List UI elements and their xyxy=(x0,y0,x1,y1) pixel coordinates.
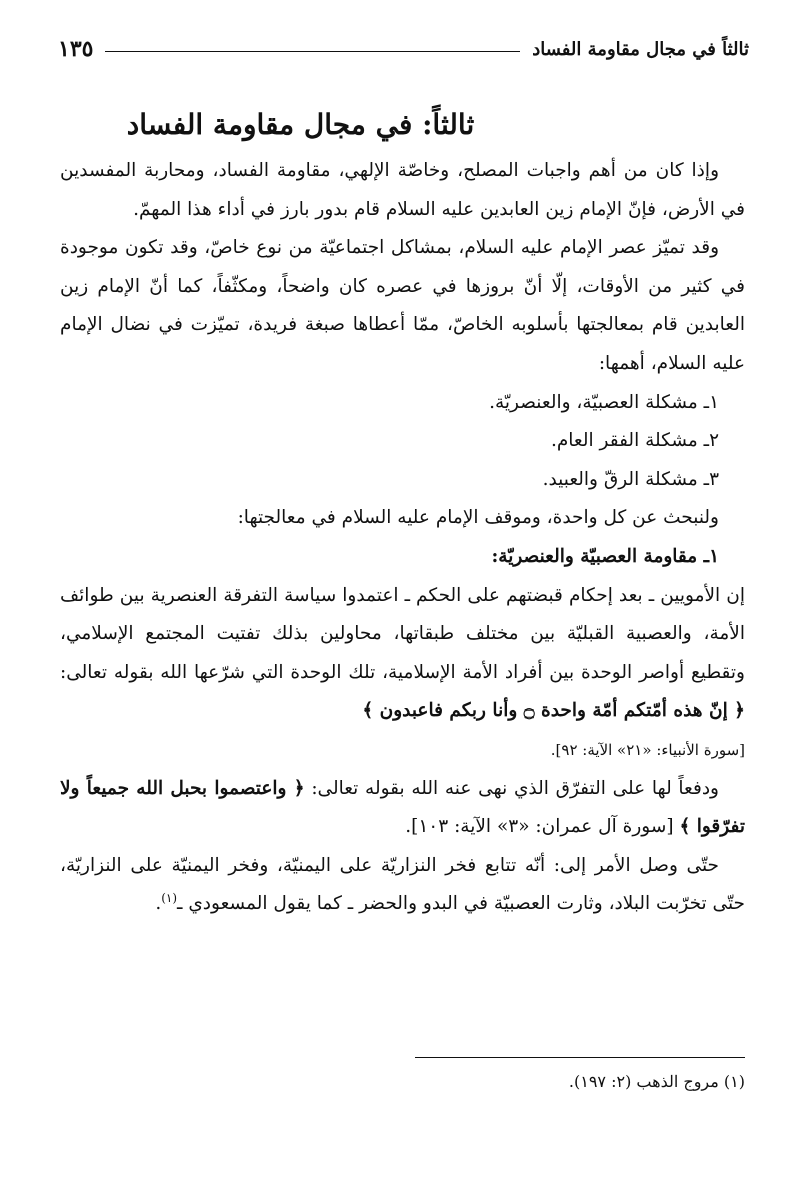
footnote-marker: (١) xyxy=(161,891,178,906)
list-item: ٣ـ مشكلة الرقّ والعبيد. xyxy=(542,468,719,490)
paragraph-umayyads xyxy=(60,577,745,731)
body-text xyxy=(60,152,745,924)
verse-reference: [سورة الأنبياء: «٢١» الآية: ٩٢]. xyxy=(550,740,745,759)
quran-verse: ﴿ واعتصموا بحبل الله جميعاً ولا تفرّقوا ﴾ xyxy=(60,777,745,838)
umayyads-text: إن الأمويين ـ بعد إحكام قبضتهم على الحكم ـ اعتمدوا سياسة التفرقة العنصرية بين طوائف الأمة، والعصبية القبليّة بين مختلف طبقاتها، محاولين بذلك تفتيت المجتمع الإسلامي، وتقطيع أواصر الوحدة بين أفراد الأمة الإسلامية، تلك الوحدة التي شرّعها الله بقوله تعالى: xyxy=(60,584,745,683)
paragraph-intro: وإذا كان من أهم واجبات المصلح، وخاصّة الإلهي، مقاومة الفساد، ومحاربة المفسدين في الأرض، فإنّ الإمام زين العابدين عليه السلام قام بدور بارز في أداء هذا المهمّ. xyxy=(60,160,745,220)
until-text: حتّى وصل الأمر إلى: أنّه تتابع فخر النزاريّة على اليمنيّة، وفخر اليمنيّة على النزاريّة، حتّى تخرّبت البلاد، وثارت العصبيّة في البدو والحضر ـ كما يقول المسعودي ـ xyxy=(60,854,745,915)
running-header xyxy=(58,36,749,62)
section-title: ثالثاً: في مجال مقاومة الفساد xyxy=(126,108,475,141)
header-rule xyxy=(105,51,520,52)
paragraph-until xyxy=(60,847,745,924)
defense-text: ودفعاً لها على التفرّق الذي نهى عنه الله بقوله تعالى: xyxy=(311,777,719,799)
paragraph-era: وقد تميّز عصر الإمام عليه السلام، بمشاكل اجتماعيّة من نوع خاصّ، وقد تكون موجودة في كثير من الأوقات، إلّا أنّ بروزها في عصره كان واضحاً، ومكثّفاً، كما أنّ الإمام زين العابدين قام بمعالجتها بأسلوبه الخاصّ، ممّا أعطاها صبغة فريدة، تميّزت في نضال الإمام عليه السلام، أهمها: xyxy=(60,237,745,374)
until-end: . xyxy=(155,893,162,915)
paragraph-search: ولنبحث عن كل واحدة، وموقف الإمام عليه السلام في معالجتها: xyxy=(237,507,719,529)
page-number: ١٣٥ xyxy=(58,36,94,62)
running-title: ثالثاً في مجال مقاومة الفساد xyxy=(532,38,749,60)
paragraph-defense xyxy=(60,770,745,847)
footnote: (١) مروج الذهب (٢: ١٩٧). xyxy=(568,1072,745,1091)
verse-reference: [سورة آل عمران: «٣» الآية: ١٠٣]. xyxy=(405,816,674,838)
list-item: ١ـ مشكلة العصبيّة، والعنصريّة. xyxy=(489,391,719,413)
list-item: ٢ـ مشكلة الفقر العام. xyxy=(550,430,719,452)
quran-verse: ﴿ إنّ هذه أمّتكم أمّة واحدة ۝ وأنا ربكم فاعبدون ﴾ xyxy=(362,700,745,722)
footnote-rule xyxy=(415,1057,745,1058)
subheading: ١ـ مقاومة العصبيّة والعنصريّة: xyxy=(491,545,719,567)
